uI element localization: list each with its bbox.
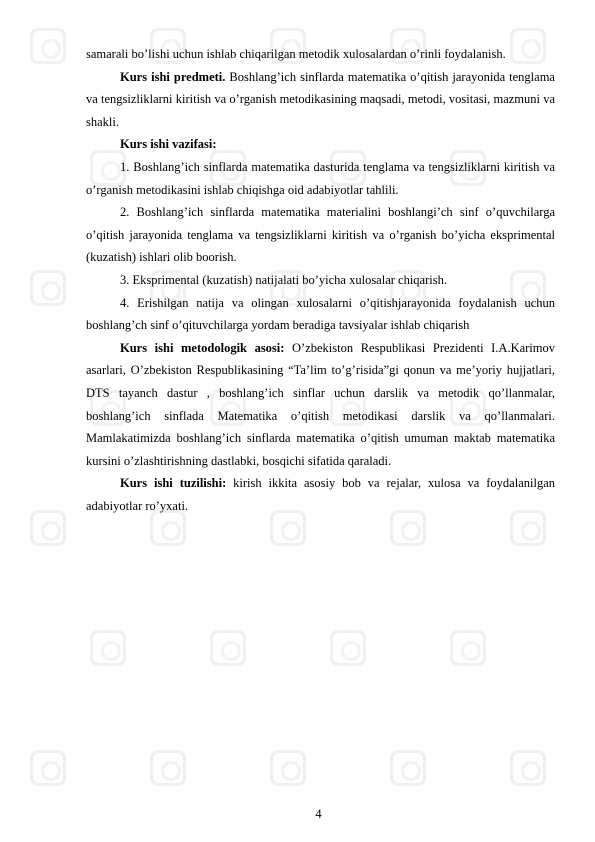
paragraph-task-4 (86, 292, 555, 337)
paragraph-continuation (86, 43, 555, 66)
paragraph-text: kirish ikkita asosiy bob va rejalar, xulosa va foydalanilgan adabiyotlar ro’yxati. (86, 476, 555, 513)
paragraph-heading: Kurs ishi vazifasi: (120, 137, 217, 152)
watermark-icon (270, 750, 306, 786)
paragraph-text: 4. Erishilgan natija va olingan xulosalarni o’qitishjarayonida foydalanish uchun boshlang’ch sinf o’qituvchilarga yordam beradiga tavsiyalar ishlab chiqarish (86, 295, 555, 333)
paragraph-subject (86, 66, 555, 134)
paragraph-text: 3. Eksprimental (kuzatish) natijalati bo’yicha xulosalar chiqarish. (120, 272, 447, 287)
paragraph-text: O’zbekiston Respublikasi Prezidenti I.A.Karimov asarlari, O’zbekiston Respublikasining “Ta’lim to’g’risida”gi qonun va me’yoriy hujjatlari, DTS tayanch dastur , boshlang’ich sinflar uchun darslik va metodik qo’llanmalar, boshlang’ich sinflada Matematika o’qitish metodikasi darslik va qo’llanmalari. Mamlakatimizda boshlang’ich sinflarda matematika o’qitish umuman maktab matematika kursini o’zlashtirishning dastlabki, bosqichi sifatida qaraladi. (86, 340, 555, 468)
paragraph-text: 2. Boshlang’ich sinflarda matematika materialini boshlangi’ch sinf o’quvchilarga o’qitish jarayonida tenglama va tengsizliklarni kiritish va o’rganish bo’yicha eksprimental (kuzatish) ishlari olib boorish. (86, 205, 555, 265)
watermark-icon (30, 270, 66, 306)
paragraph-task-2 (86, 201, 555, 269)
paragraph-text: 1. Boshlang’ich sinflarda matematika dasturida tenglama va tengsizliklarni kiritish va o’rganish metodikasini ishlab chiqishga oid adabiyotlar tahlili. (86, 159, 555, 197)
watermark-icon (150, 750, 186, 786)
page-number: 4 (315, 807, 322, 821)
watermark-icon (390, 750, 426, 786)
watermark-icon (510, 750, 546, 786)
body-text (86, 43, 555, 517)
paragraph-heading: Kurs ishi tuzilishi: (120, 476, 227, 491)
paragraph-task-3 (86, 269, 555, 292)
watermark-icon (30, 510, 66, 546)
paragraph-task-1 (86, 156, 555, 201)
watermark-icon (30, 750, 66, 786)
watermark-icon (90, 630, 126, 666)
paragraph-methodology (86, 337, 555, 473)
paragraph-text: Boshlang’ich sinflarda matematika o’qitish jarayonida tenglama va tengsizliklarni kiritish va o’rganish metodikasining maqsadi, metodi, vositasi, mazmuni va shakli. (86, 69, 555, 129)
paragraph-structure (86, 472, 555, 517)
watermark-icon (210, 630, 246, 666)
paragraph-text: samarali bo’lishi uchun ishlab chiqarilgan metodik xulosalardan o’rinli foydalanish. (86, 47, 506, 61)
paragraph-heading: Kurs ishi metodologik asosi: (120, 340, 285, 355)
paragraph-tasks-heading (86, 133, 555, 156)
watermark-icon (30, 28, 66, 64)
watermark-icon (330, 630, 366, 666)
watermark-icon (450, 630, 486, 666)
paragraph-heading: Kurs ishi predmeti. (120, 69, 226, 84)
